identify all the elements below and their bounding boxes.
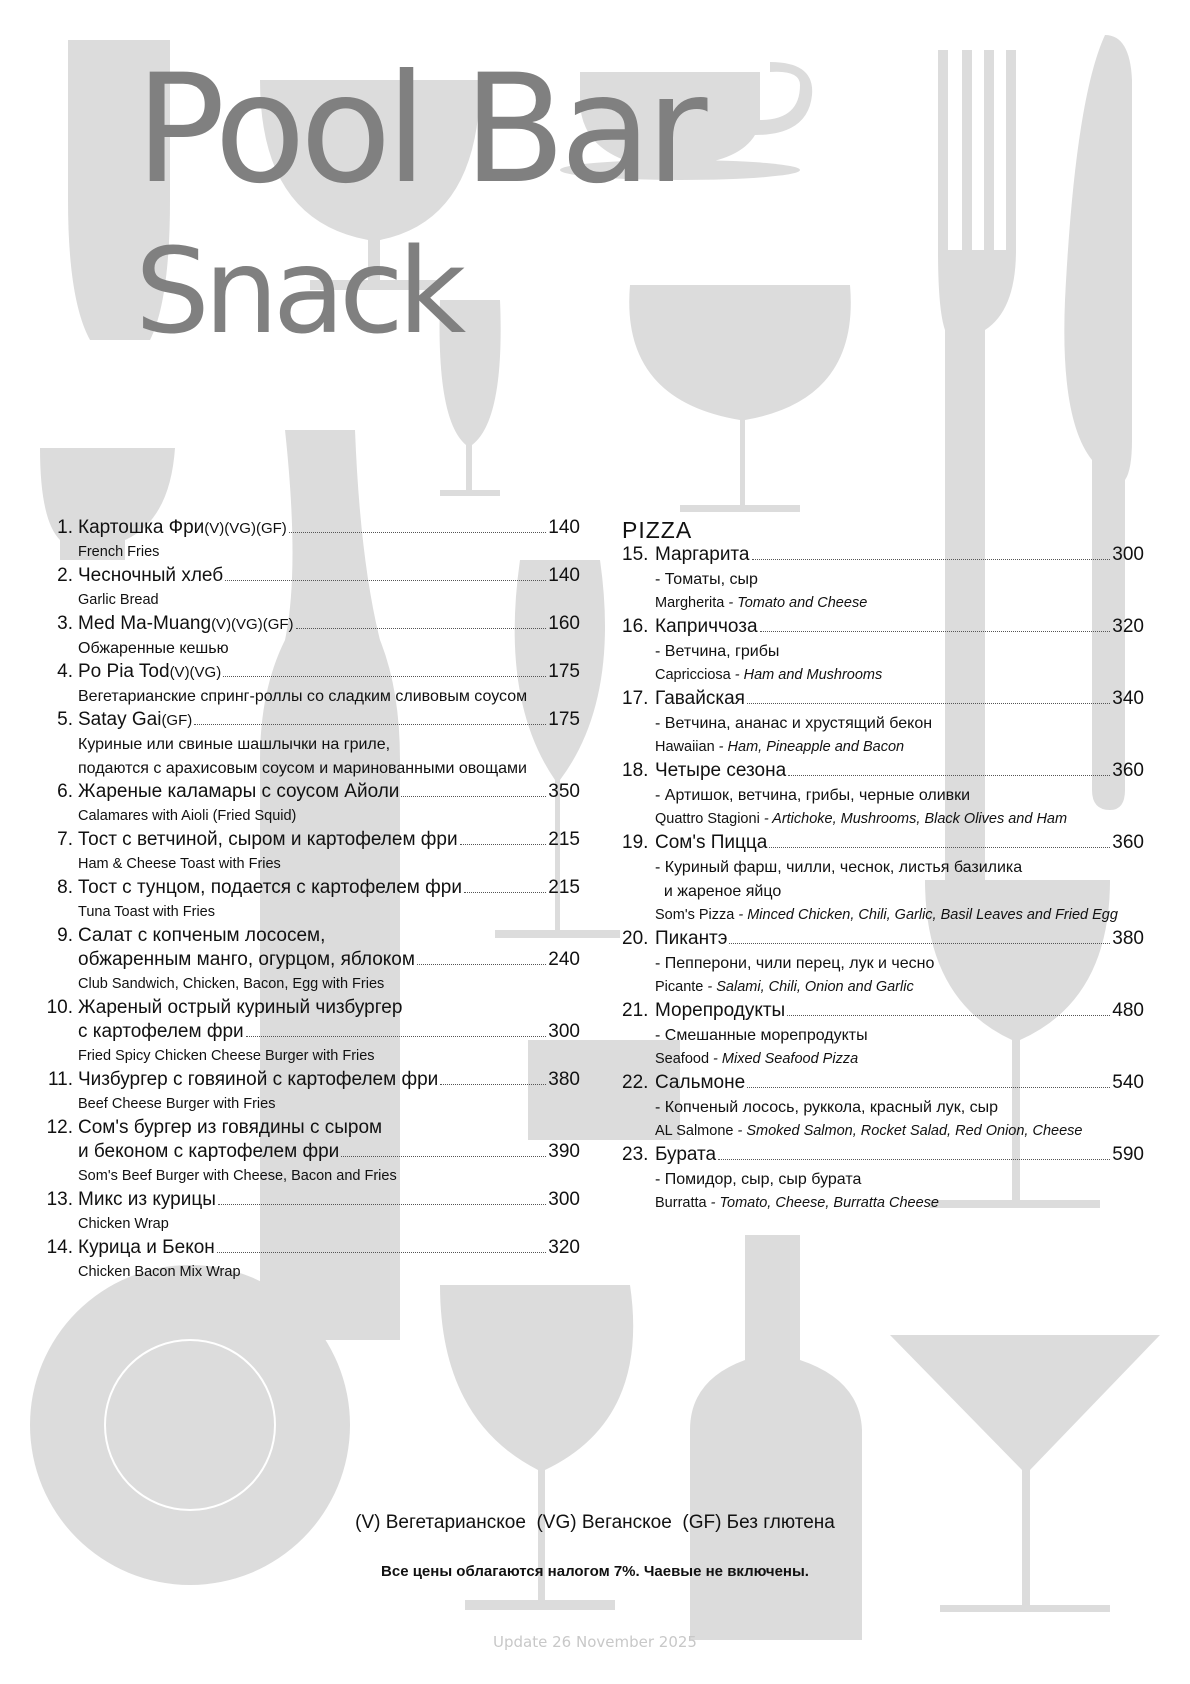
item-price: 175 <box>548 709 580 730</box>
item-english-desc <box>622 1120 1144 1144</box>
leader-dots <box>440 1084 546 1085</box>
pizza-item <box>622 832 1144 856</box>
item-price: 380 <box>1112 928 1144 949</box>
item-description: - Ветчина, ананас и хрустящий бекон <box>655 715 933 732</box>
leader-dots <box>223 676 546 677</box>
item-english-desc <box>622 976 1144 1000</box>
item-description: - Томаты, сыр <box>655 571 758 588</box>
item-price: 340 <box>1112 688 1144 709</box>
page-title: Pool Bar <box>135 43 702 217</box>
item-english-name: AL Salmone <box>655 1123 734 1139</box>
leader-dots <box>752 559 1111 560</box>
item-description: Вегетарианские спринг-роллы со сладким сливовым соусом <box>78 688 528 705</box>
item-name: Сальмоне <box>655 1072 746 1093</box>
item-number: 2. <box>57 565 73 586</box>
menu-item-continued <box>45 949 580 973</box>
item-price: 160 <box>548 613 580 634</box>
item-english-name: Club Sandwich, Chicken, Bacon, Egg with Fries <box>78 976 385 992</box>
item-description: - Копченый лосось, руккола, красный лук, сыр <box>655 1099 999 1116</box>
leader-dots <box>747 1087 1110 1088</box>
item-description: - Куриный фарш, чилли, чеснок, листья базилика <box>655 859 1023 876</box>
snack-list <box>45 517 580 1285</box>
pizza-item <box>622 688 1144 712</box>
item-english-desc <box>622 808 1144 832</box>
item-name: Жареные каламары с соусом Айоли <box>78 781 400 802</box>
item-price: 175 <box>548 661 580 682</box>
item-price: 360 <box>1112 760 1144 781</box>
pizza-item <box>622 1144 1144 1168</box>
wine-glass-silhouette-3 <box>440 1285 633 1610</box>
item-number: 9. <box>57 925 73 946</box>
pizza-item <box>622 760 1144 784</box>
leader-dots <box>718 1159 1110 1160</box>
page-subtitle: Snack <box>135 222 461 360</box>
item-price: 215 <box>548 877 580 898</box>
item-description: - Пепперони, чили перец, лук и чесно <box>655 955 935 972</box>
item-english-name: French Fries <box>78 544 160 560</box>
diet-tags: (V)(VG) <box>169 664 222 681</box>
item-number: 13. <box>46 1189 73 1210</box>
leader-dots <box>729 943 1110 944</box>
item-price: 215 <box>548 829 580 850</box>
menu-item <box>45 565 580 589</box>
item-name: Маргарита <box>655 544 750 565</box>
item-description: - Артишок, ветчина, грибы, черные оливки <box>655 787 971 804</box>
pizza-item <box>622 1000 1144 1024</box>
item-price: 390 <box>548 1141 580 1162</box>
item-number: 20. <box>622 928 649 949</box>
update-date: Update 26 November 2025 <box>493 1633 697 1651</box>
item-description: Куриные или свиные шашлычки на гриле, <box>78 736 391 753</box>
leader-dots <box>296 628 547 629</box>
item-name: Курица и Бекон <box>78 1237 215 1258</box>
menu-item <box>45 517 580 541</box>
pizza-item <box>622 1072 1144 1096</box>
item-english-name: Beef Cheese Burger with Fries <box>78 1096 276 1112</box>
leader-dots <box>787 1015 1110 1016</box>
item-name: Po Pia Tod <box>78 661 170 682</box>
leader-dots <box>217 1252 547 1253</box>
item-english-ingredients: - Minced Chicken, Chili, Garlic, Basil Leaves and Fried Egg <box>734 907 1118 923</box>
item-english-ingredients: - Smoked Salmon, Rocket Salad, Red Onion, Cheese <box>733 1123 1083 1139</box>
leader-dots <box>769 847 1110 848</box>
item-name: Бурата <box>655 1144 717 1165</box>
item-price: 300 <box>548 1021 580 1042</box>
item-english-name: Burratta <box>655 1195 707 1211</box>
item-number: 7. <box>57 829 73 850</box>
item-price: 360 <box>1112 832 1144 853</box>
item-number: 21. <box>622 1000 649 1021</box>
item-english-name: Som's Pizza <box>655 907 735 923</box>
item-name: Морепродукты <box>655 1000 786 1021</box>
item-price: 350 <box>548 781 580 802</box>
leader-dots <box>760 631 1111 632</box>
item-name: Чизбургер с говяиной с картофелем фри <box>78 1069 439 1090</box>
item-number: 14. <box>46 1237 73 1258</box>
item-description: Обжаренные кешью <box>78 640 229 657</box>
item-english-name: Fried Spicy Chicken Cheese Burger with Fries <box>78 1048 375 1064</box>
item-number: 17. <box>622 688 649 709</box>
leader-dots <box>194 724 546 725</box>
item-number: 12. <box>46 1117 73 1138</box>
item-english-name: Margherita <box>655 595 725 611</box>
item-english-name: Seafood <box>655 1051 710 1067</box>
menu-item <box>45 1117 580 1141</box>
menu-item <box>45 1069 580 1093</box>
item-english-ingredients: - Salami, Chili, Onion and Garlic <box>703 979 914 995</box>
item-name: Тост с тунцом, подается с картофелем фри <box>78 877 462 898</box>
item-number: 4. <box>57 661 73 682</box>
leader-dots <box>246 1036 547 1037</box>
item-price: 540 <box>1112 1072 1144 1093</box>
item-name: Satay Gai <box>78 709 162 730</box>
pizza-item <box>622 928 1144 952</box>
item-number: 16. <box>622 616 649 637</box>
item-price: 140 <box>548 517 580 538</box>
item-number: 3. <box>57 613 73 634</box>
item-price: 300 <box>1112 544 1144 565</box>
item-price: 320 <box>1112 616 1144 637</box>
leader-dots <box>401 796 546 797</box>
item-english-name: Calamares with Aioli (Fried Squid) <box>78 808 297 824</box>
item-english-name: Chicken Bacon Mix Wrap <box>78 1264 241 1280</box>
leader-dots <box>341 1156 546 1157</box>
item-english-name: Quattro Stagioni <box>655 811 760 827</box>
item-description: - Помидор, сыр, сыр бурата <box>655 1171 862 1188</box>
item-price: 140 <box>548 565 580 586</box>
item-price: 300 <box>548 1189 580 1210</box>
menu-item <box>45 877 580 901</box>
item-english-name: Ham & Cheese Toast with Fries <box>78 856 281 872</box>
menu-item <box>45 1189 580 1213</box>
item-english-name: Picante <box>655 979 704 995</box>
item-name: Пикантэ <box>655 928 728 949</box>
item-english-desc <box>622 1048 1144 1072</box>
item-name: Сом's Пицца <box>655 832 768 853</box>
item-name: Каприччоза <box>655 616 758 637</box>
item-price: 590 <box>1112 1144 1144 1165</box>
pizza-item <box>622 616 1144 640</box>
pizza-list <box>622 517 1144 1216</box>
item-description: и жареное яйцо <box>655 883 782 900</box>
diet-tags: (GF) <box>161 712 193 729</box>
item-name-line2: обжаренным манго, огурцом, яблоком <box>78 949 415 970</box>
item-name-line2: и беконом с картофелем фри <box>78 1141 340 1162</box>
item-name: Med Ma-Muang <box>78 613 212 634</box>
menu-item <box>45 781 580 805</box>
item-english-ingredients: - Ham, Pineapple and Bacon <box>714 739 905 755</box>
leader-dots <box>225 580 546 581</box>
item-name: Картошка Фри <box>78 517 205 538</box>
item-name: Жареный острый куриный чизбургер <box>78 997 403 1018</box>
item-name: Микс из курицы <box>78 1189 216 1210</box>
plate-icon <box>30 1265 350 1585</box>
item-number: 8. <box>57 877 73 898</box>
item-number: 23. <box>622 1144 649 1165</box>
leader-dots <box>464 892 546 893</box>
item-english-desc <box>622 904 1144 928</box>
item-english-desc <box>622 1192 1144 1216</box>
item-english-desc <box>622 736 1144 760</box>
item-english-ingredients: - Artichoke, Mushrooms, Black Olives and Ham <box>759 811 1068 827</box>
pizza-item <box>622 544 1144 568</box>
item-price: 320 <box>548 1237 580 1258</box>
diet-legend: (V) Вегетарианское (VG) Веганское (GF) Без глютена <box>355 1512 835 1533</box>
item-number: 15. <box>622 544 649 565</box>
leader-dots <box>788 775 1110 776</box>
diet-tags: (V)(VG)(GF) <box>204 520 287 537</box>
menu-item <box>45 661 580 685</box>
menu-item <box>45 1237 580 1261</box>
item-number: 18. <box>622 760 649 781</box>
item-english-desc <box>622 664 1144 688</box>
tax-note: Все цены облагаются налогом 7%. Чаевые не включены. <box>381 1563 809 1580</box>
item-english-name: Tuna Toast with Fries <box>78 904 215 920</box>
item-number: 11. <box>47 1069 73 1090</box>
item-price: 480 <box>1112 1000 1144 1021</box>
menu-item <box>45 925 580 949</box>
item-english-name: Garlic Bread <box>78 592 159 608</box>
item-description: - Смешанные морепродукты <box>655 1027 868 1044</box>
item-english-desc <box>622 592 1144 616</box>
leader-dots <box>460 844 547 845</box>
item-english-name: Chicken Wrap <box>78 1216 169 1232</box>
pizza-heading: PIZZA <box>622 517 693 543</box>
leader-dots <box>417 964 546 965</box>
diet-tags: (V)(VG)(GF) <box>211 616 294 633</box>
item-number: 19. <box>622 832 649 853</box>
leader-dots <box>218 1204 546 1205</box>
item-description: подаются с арахисовым соусом и маринованными овощами <box>78 760 527 777</box>
menu-item <box>45 709 580 733</box>
item-number: 5. <box>57 709 73 730</box>
menu-item-continued <box>45 1021 580 1045</box>
item-name: Гавайская <box>655 688 745 709</box>
coupe-glass-silhouette <box>629 285 851 512</box>
leader-dots <box>289 532 547 533</box>
item-english-name: Capricciosa <box>655 667 731 683</box>
item-english-name: Hawaiian <box>655 739 715 755</box>
leader-dots <box>747 703 1110 704</box>
item-name-line2: с картофелем фри <box>78 1021 244 1042</box>
menu-item <box>45 829 580 853</box>
item-number: 10. <box>46 997 73 1018</box>
item-name: Тост с ветчиной, сыром и картофелем фри <box>78 829 458 850</box>
item-number: 1. <box>57 517 73 538</box>
item-english-ingredients: - Mixed Seafood Pizza <box>709 1051 859 1067</box>
item-price: 240 <box>548 949 580 970</box>
menu-item <box>45 613 580 637</box>
item-price: 380 <box>548 1069 580 1090</box>
menu-item <box>45 997 580 1021</box>
item-number: 6. <box>57 781 73 802</box>
item-name: Чесночный хлеб <box>78 565 224 586</box>
item-description: - Ветчина, грибы <box>655 643 780 660</box>
item-english-name: Som's Beef Burger with Cheese, Bacon and Fries <box>78 1168 397 1184</box>
menu-item-continued <box>45 1141 580 1165</box>
item-name: Четыре сезона <box>655 760 787 781</box>
item-english-ingredients: - Tomato and Cheese <box>724 595 868 611</box>
item-english-ingredients: - Ham and Mushrooms <box>730 667 883 683</box>
item-number: 22. <box>622 1072 649 1093</box>
item-english-ingredients: - Tomato, Cheese, Burratta Cheese <box>706 1195 939 1211</box>
item-name: Салат с копченым лососем, <box>78 925 326 946</box>
item-name: Сом's бургер из говядины с сыром <box>78 1117 383 1138</box>
